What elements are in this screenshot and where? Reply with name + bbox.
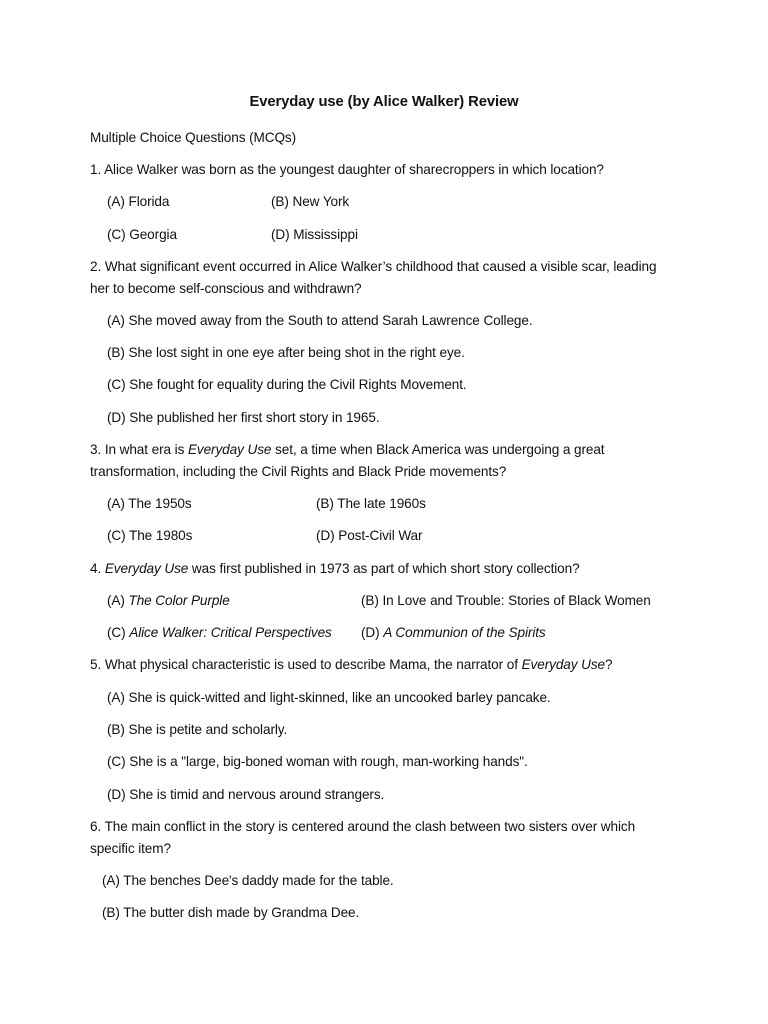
- q1-option-d: (D) Mississippi: [271, 227, 358, 242]
- q5-option-c: (C) She is a "large, big-boned woman with rough, man-working hands".: [107, 754, 528, 769]
- question-2-line-2: her to become self-conscious and withdrawn?: [90, 281, 362, 296]
- q4-option-a: [107, 593, 230, 608]
- q4-option-a-prefix: (A): [107, 593, 129, 608]
- q3-italic-title: Everyday Use: [187, 442, 272, 457]
- q1-option-b: (B) New York: [271, 194, 350, 209]
- q2-option-d: (D) She published her first short story in 1965.: [107, 410, 380, 425]
- question-5: [90, 657, 612, 672]
- question-4: [90, 561, 580, 576]
- q4-option-d-prefix: (D): [361, 625, 384, 640]
- q4-option-c-title: Alice Walker: Critical Perspectives: [129, 625, 332, 640]
- q5-option-b: (B) She is petite and scholarly.: [107, 722, 288, 737]
- section-heading: Multiple Choice Questions (MCQs): [90, 130, 297, 145]
- q1-option-a: (A) Florida: [107, 194, 170, 209]
- q4-option-c: [107, 625, 332, 640]
- q3-option-d: (D) Post-Civil War: [316, 528, 423, 543]
- question-6-line-1: 6. The main conflict in the story is centered around the clash between two sisters over which: [90, 819, 636, 834]
- q2-option-c: (C) She fought for equality during the Civil Rights Movement.: [107, 377, 467, 392]
- q3-option-a: (A) The 1950s: [107, 496, 192, 511]
- question-2-line-1: 2. What significant event occurred in Alice Walker’s childhood that caused a visible scar, leading: [90, 259, 657, 274]
- q5-italic-title: Everyday Use: [521, 657, 605, 672]
- q2-option-a: (A) She moved away from the South to attend Sarah Lawrence College.: [107, 313, 533, 328]
- q4-suffix: was first published in 1973 as part of which short story collection?: [188, 561, 580, 576]
- q4-option-b: (B) In Love and Trouble: Stories of Black Women: [361, 593, 651, 608]
- q1-option-c: (C) Georgia: [107, 227, 177, 242]
- q3-suffix: set, a time when Black America was undergoing a great: [271, 442, 605, 457]
- q4-prefix: 4.: [90, 561, 105, 576]
- question-6-line-2: specific item?: [90, 841, 171, 856]
- q4-option-d-title: A Communion of the Spirits: [383, 625, 546, 640]
- question-1: 1. Alice Walker was born as the youngest daughter of sharecroppers in which location?: [90, 162, 604, 177]
- question-3-line-2: transformation, including the Civil Rights and Black Pride movements?: [90, 464, 507, 479]
- page-title: Everyday use (by Alice Walker) Review: [249, 94, 519, 110]
- q4-option-c-prefix: (C): [107, 625, 130, 640]
- question-3-line-1: [90, 442, 604, 457]
- q6-option-b: (B) The butter dish made by Grandma Dee.: [102, 905, 360, 920]
- q3-prefix: 3. In what era is: [90, 442, 188, 457]
- q3-option-b: (B) The late 1960s: [316, 496, 426, 511]
- q5-suffix: ?: [605, 657, 613, 672]
- q5-option-a: (A) She is quick-witted and light-skinned, like an uncooked barley pancake.: [107, 690, 551, 705]
- q4-option-a-title: The Color Purple: [128, 593, 230, 608]
- q3-option-c: (C) The 1980s: [107, 528, 193, 543]
- q4-italic-title: Everyday Use: [104, 561, 189, 576]
- q6-option-a: (A) The benches Dee's daddy made for the table.: [102, 873, 394, 888]
- q2-option-b: (B) She lost sight in one eye after being shot in the right eye.: [107, 345, 465, 360]
- q5-prefix: 5. What physical characteristic is used to describe Mama, the narrator of: [90, 657, 522, 672]
- q4-option-d: [361, 625, 546, 640]
- q5-option-d: (D) She is timid and nervous around strangers.: [107, 787, 385, 802]
